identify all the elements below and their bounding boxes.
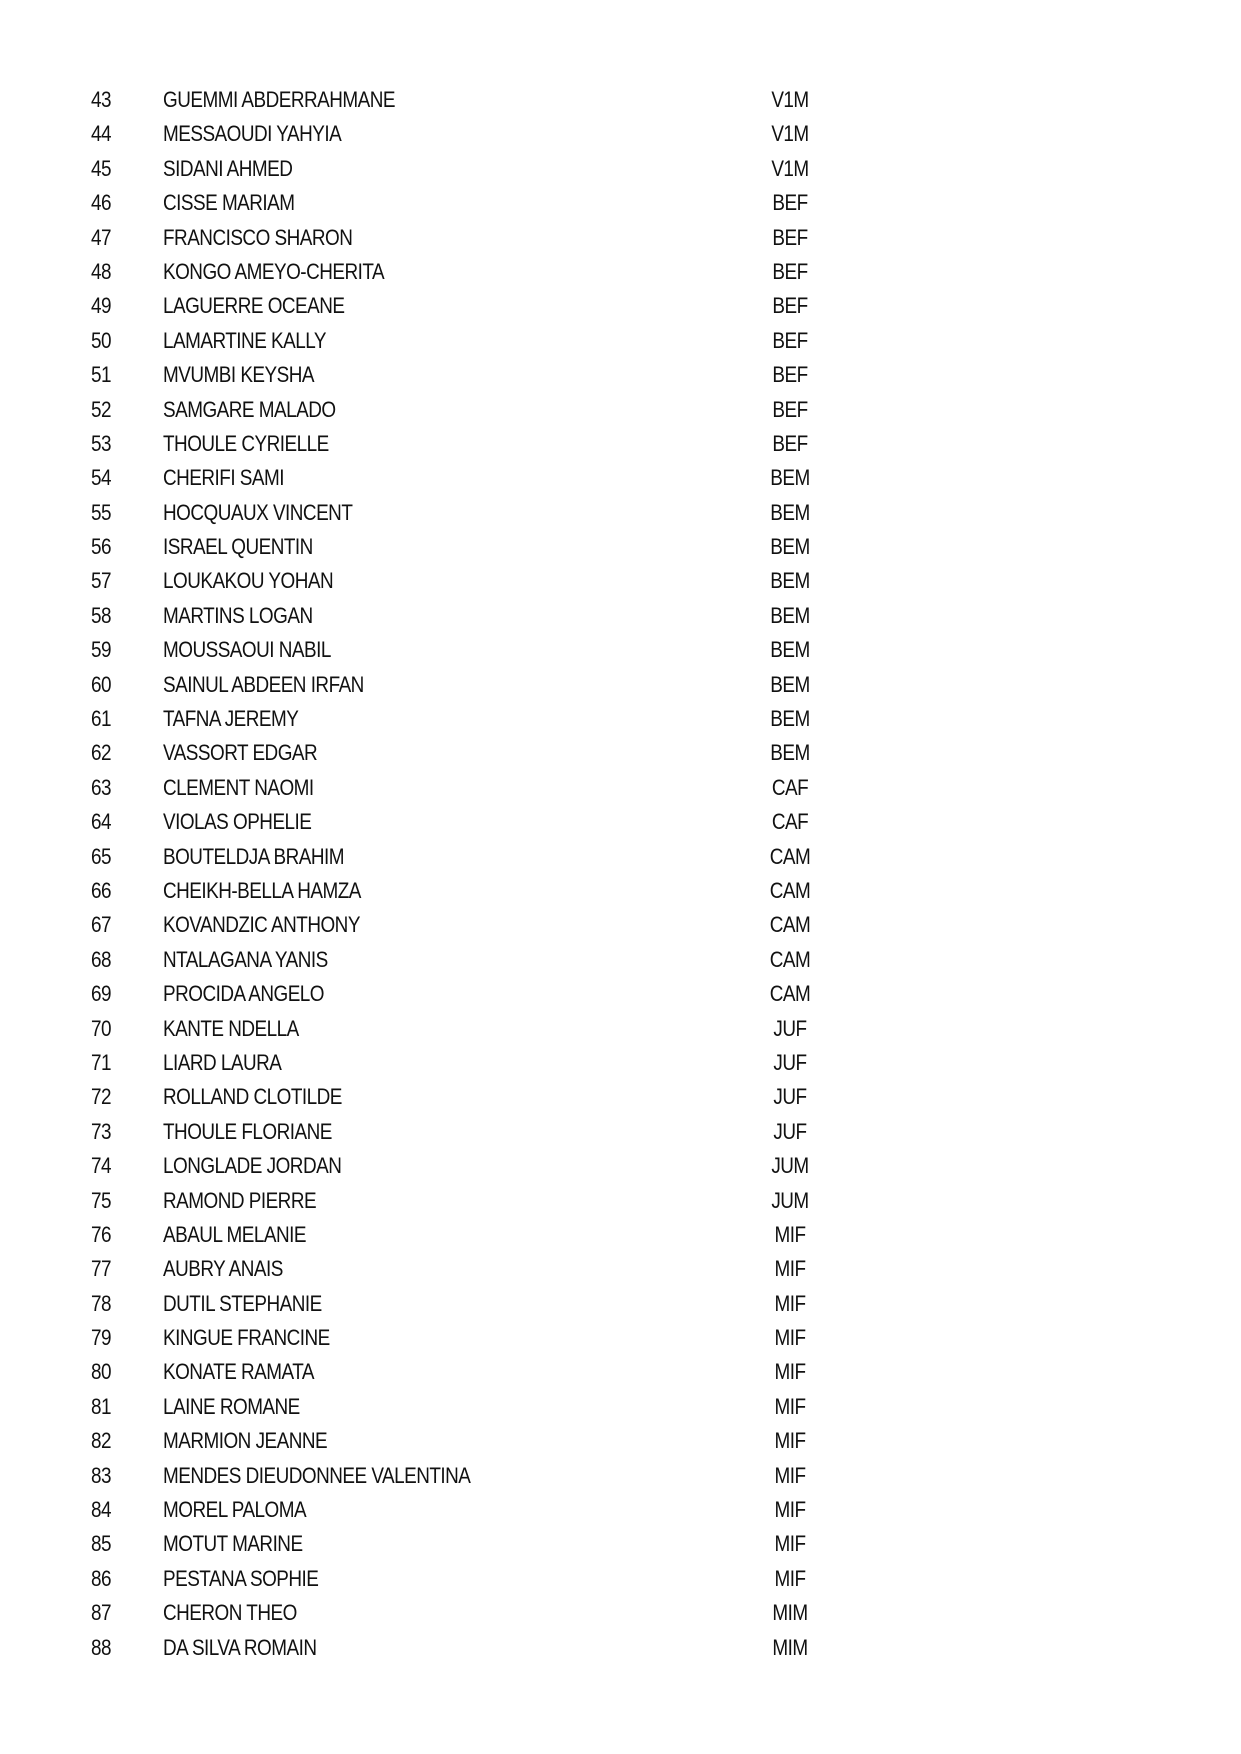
row-number: 85 bbox=[91, 1531, 112, 1557]
category-code: BEF bbox=[772, 293, 808, 319]
category-code: MIF bbox=[774, 1531, 806, 1557]
participant-name: CLEMENT NAOMI bbox=[163, 774, 314, 800]
row-number: 44 bbox=[91, 121, 112, 147]
row-number: 77 bbox=[91, 1256, 112, 1282]
participant-name: CHERIFI SAMI bbox=[163, 465, 285, 491]
row-number: 72 bbox=[91, 1084, 112, 1110]
list-row bbox=[0, 86, 1241, 120]
row-number: 81 bbox=[91, 1393, 112, 1419]
participant-name: FRANCISCO SHARON bbox=[163, 224, 353, 250]
participant-name: LAINE ROMANE bbox=[163, 1393, 300, 1419]
list-row bbox=[0, 1118, 1241, 1152]
participant-name: THOULE CYRIELLE bbox=[163, 430, 329, 456]
row-number: 53 bbox=[91, 430, 112, 456]
list-row bbox=[0, 1358, 1241, 1392]
category-code: BEM bbox=[770, 602, 810, 628]
participant-name: KINGUE FRANCINE bbox=[163, 1325, 330, 1351]
category-code: MIF bbox=[774, 1428, 806, 1454]
row-number: 46 bbox=[91, 190, 112, 216]
category-code: V1M bbox=[771, 155, 809, 181]
participant-name: LOUKAKOU YOHAN bbox=[163, 568, 334, 594]
participant-name: GUEMMI ABDERRAHMANE bbox=[163, 87, 395, 112]
list-row bbox=[0, 877, 1241, 911]
participant-name: PROCIDA ANGELO bbox=[163, 981, 325, 1007]
category-code: BEM bbox=[770, 534, 810, 560]
list-row bbox=[0, 292, 1241, 326]
category-code: MIF bbox=[774, 1290, 806, 1316]
list-row bbox=[0, 1530, 1241, 1564]
participant-name: SIDANI AHMED bbox=[163, 155, 293, 181]
category-code: BEF bbox=[772, 327, 808, 353]
list-row bbox=[0, 499, 1241, 533]
list-row bbox=[0, 258, 1241, 292]
participant-name: MESSAOUDI YAHYIA bbox=[163, 121, 342, 147]
row-number: 57 bbox=[91, 568, 112, 594]
row-number: 52 bbox=[91, 396, 112, 422]
category-code: MIF bbox=[774, 1497, 806, 1523]
participant-name: DA SILVA ROMAIN bbox=[163, 1634, 317, 1660]
list-row bbox=[0, 1634, 1241, 1668]
row-number: 60 bbox=[91, 671, 112, 697]
row-number: 71 bbox=[91, 1049, 112, 1075]
list-row bbox=[0, 705, 1241, 739]
list-row bbox=[0, 1393, 1241, 1427]
list-row bbox=[0, 361, 1241, 395]
list-row bbox=[0, 671, 1241, 705]
participant-name: VIOLAS OPHELIE bbox=[163, 809, 312, 835]
row-number: 84 bbox=[91, 1497, 112, 1523]
category-code: V1M bbox=[771, 121, 809, 147]
category-code: CAM bbox=[769, 877, 811, 903]
participant-name: SAINUL ABDEEN IRFAN bbox=[163, 671, 364, 697]
row-number: 70 bbox=[91, 1015, 112, 1041]
list-row bbox=[0, 1599, 1241, 1633]
category-code: MIM bbox=[772, 1634, 808, 1660]
category-code: BEM bbox=[770, 740, 810, 766]
row-number: 64 bbox=[91, 809, 112, 835]
list-row bbox=[0, 636, 1241, 670]
row-number: 54 bbox=[91, 465, 112, 491]
category-code: BEM bbox=[770, 465, 810, 491]
participant-name: SAMGARE MALADO bbox=[163, 396, 336, 422]
list-row bbox=[0, 1565, 1241, 1599]
row-number: 43 bbox=[91, 87, 112, 112]
row-number: 50 bbox=[91, 327, 112, 353]
category-code: CAF bbox=[771, 809, 809, 835]
category-code: BEF bbox=[772, 190, 808, 216]
list-row bbox=[0, 567, 1241, 601]
list-row bbox=[0, 1324, 1241, 1358]
list-row bbox=[0, 980, 1241, 1014]
row-number: 62 bbox=[91, 740, 112, 766]
list-row bbox=[0, 189, 1241, 223]
participant-name: CHEIKH-BELLA HAMZA bbox=[163, 877, 361, 903]
category-code: MIF bbox=[774, 1221, 806, 1247]
participant-name: KOVANDZIC ANTHONY bbox=[163, 912, 360, 938]
participant-name: MOUSSAOUI NABIL bbox=[163, 637, 331, 663]
row-number: 78 bbox=[91, 1290, 112, 1316]
row-number: 63 bbox=[91, 774, 112, 800]
list-row bbox=[0, 1427, 1241, 1461]
participant-name: TAFNA JEREMY bbox=[163, 706, 299, 732]
participant-name: MARMION JEANNE bbox=[163, 1428, 328, 1454]
list-row bbox=[0, 602, 1241, 636]
category-code: CAF bbox=[771, 774, 809, 800]
participant-name: LIARD LAURA bbox=[163, 1049, 282, 1075]
category-code: MIF bbox=[774, 1462, 806, 1488]
row-number: 86 bbox=[91, 1565, 112, 1591]
row-number: 68 bbox=[91, 946, 112, 972]
category-code: MIF bbox=[774, 1393, 806, 1419]
list-row bbox=[0, 1221, 1241, 1255]
category-code: JUF bbox=[773, 1118, 807, 1144]
row-number: 45 bbox=[91, 155, 112, 181]
category-code: BEM bbox=[770, 568, 810, 594]
category-code: MIF bbox=[774, 1256, 806, 1282]
participant-name: PESTANA SOPHIE bbox=[163, 1565, 319, 1591]
list-row bbox=[0, 774, 1241, 808]
participant-name: MOTUT MARINE bbox=[163, 1531, 303, 1557]
row-number: 82 bbox=[91, 1428, 112, 1454]
list-row bbox=[0, 155, 1241, 189]
participant-name: KANTE NDELLA bbox=[163, 1015, 299, 1041]
row-number: 83 bbox=[91, 1462, 112, 1488]
row-number: 65 bbox=[91, 843, 112, 869]
list-row bbox=[0, 430, 1241, 464]
row-number: 56 bbox=[91, 534, 112, 560]
participant-name: HOCQUAUX VINCENT bbox=[163, 499, 353, 525]
participant-name: KONATE RAMATA bbox=[163, 1359, 314, 1385]
participant-name: LAMARTINE KALLY bbox=[163, 327, 326, 353]
participant-name: KONGO AMEYO-CHERITA bbox=[163, 258, 385, 284]
participant-name: ABAUL MELANIE bbox=[163, 1221, 306, 1247]
participant-name: MARTINS LOGAN bbox=[163, 602, 313, 628]
list-row bbox=[0, 1015, 1241, 1049]
row-number: 75 bbox=[91, 1187, 112, 1213]
list-row bbox=[0, 1049, 1241, 1083]
category-code: CAM bbox=[769, 843, 811, 869]
row-number: 73 bbox=[91, 1118, 112, 1144]
participant-name: MVUMBI KEYSHA bbox=[163, 362, 314, 388]
list-row bbox=[0, 120, 1241, 154]
row-number: 79 bbox=[91, 1325, 112, 1351]
category-code: BEM bbox=[770, 499, 810, 525]
participant-name: ISRAEL QUENTIN bbox=[163, 534, 313, 560]
row-number: 61 bbox=[91, 706, 112, 732]
participant-name: THOULE FLORIANE bbox=[163, 1118, 332, 1144]
category-code: JUF bbox=[773, 1084, 807, 1110]
participant-name: LAGUERRE OCEANE bbox=[163, 293, 345, 319]
participant-name: CISSE MARIAM bbox=[163, 190, 295, 216]
category-code: BEM bbox=[770, 706, 810, 732]
category-code: CAM bbox=[769, 912, 811, 938]
list-row bbox=[0, 1462, 1241, 1496]
category-code: JUM bbox=[771, 1187, 809, 1213]
participant-list bbox=[0, 86, 1241, 1668]
list-row bbox=[0, 808, 1241, 842]
participant-name: ROLLAND CLOTILDE bbox=[163, 1084, 342, 1110]
participant-name: BOUTELDJA BRAHIM bbox=[163, 843, 344, 869]
participant-name: CHERON THEO bbox=[163, 1600, 297, 1626]
list-row bbox=[0, 464, 1241, 498]
participant-name: VASSORT EDGAR bbox=[163, 740, 318, 766]
list-row bbox=[0, 911, 1241, 945]
category-code: CAM bbox=[769, 946, 811, 972]
list-row bbox=[0, 1187, 1241, 1221]
row-number: 74 bbox=[91, 1153, 112, 1179]
row-number: 66 bbox=[91, 877, 112, 903]
category-code: CAM bbox=[769, 981, 811, 1007]
list-row bbox=[0, 1152, 1241, 1186]
row-number: 58 bbox=[91, 602, 112, 628]
participant-name: AUBRY ANAIS bbox=[163, 1256, 283, 1282]
row-number: 80 bbox=[91, 1359, 112, 1385]
list-row bbox=[0, 224, 1241, 258]
row-number: 49 bbox=[91, 293, 112, 319]
category-code: MIF bbox=[774, 1359, 806, 1385]
list-row bbox=[0, 533, 1241, 567]
list-row bbox=[0, 739, 1241, 773]
list-row bbox=[0, 1496, 1241, 1530]
category-code: V1M bbox=[771, 87, 809, 112]
list-row bbox=[0, 1255, 1241, 1289]
category-code: BEM bbox=[770, 671, 810, 697]
list-row bbox=[0, 396, 1241, 430]
category-code: BEF bbox=[772, 430, 808, 456]
list-row bbox=[0, 946, 1241, 980]
row-number: 47 bbox=[91, 224, 112, 250]
category-code: JUF bbox=[773, 1049, 807, 1075]
category-code: BEF bbox=[772, 362, 808, 388]
row-number: 88 bbox=[91, 1634, 112, 1660]
row-number: 69 bbox=[91, 981, 112, 1007]
category-code: BEM bbox=[770, 637, 810, 663]
participant-name: RAMOND PIERRE bbox=[163, 1187, 317, 1213]
list-row bbox=[0, 843, 1241, 877]
row-number: 59 bbox=[91, 637, 112, 663]
row-number: 55 bbox=[91, 499, 112, 525]
list-row bbox=[0, 1083, 1241, 1117]
participant-name: MOREL PALOMA bbox=[163, 1497, 307, 1523]
row-number: 76 bbox=[91, 1221, 112, 1247]
category-code: BEF bbox=[772, 258, 808, 284]
category-code: MIF bbox=[774, 1565, 806, 1591]
category-code: BEF bbox=[772, 224, 808, 250]
row-number: 48 bbox=[91, 258, 112, 284]
category-code: JUF bbox=[773, 1015, 807, 1041]
participant-name: NTALAGANA YANIS bbox=[163, 946, 328, 972]
category-code: MIM bbox=[772, 1600, 808, 1626]
category-code: BEF bbox=[772, 396, 808, 422]
category-code: MIF bbox=[774, 1325, 806, 1351]
row-number: 67 bbox=[91, 912, 112, 938]
category-code: JUM bbox=[771, 1153, 809, 1179]
participant-name: MENDES DIEUDONNEE VALENTINA bbox=[163, 1462, 471, 1488]
list-row bbox=[0, 1290, 1241, 1324]
list-row bbox=[0, 327, 1241, 361]
row-number: 51 bbox=[91, 362, 112, 388]
participant-name: LONGLADE JORDAN bbox=[163, 1153, 342, 1179]
row-number: 87 bbox=[91, 1600, 112, 1626]
participant-name: DUTIL STEPHANIE bbox=[163, 1290, 322, 1316]
